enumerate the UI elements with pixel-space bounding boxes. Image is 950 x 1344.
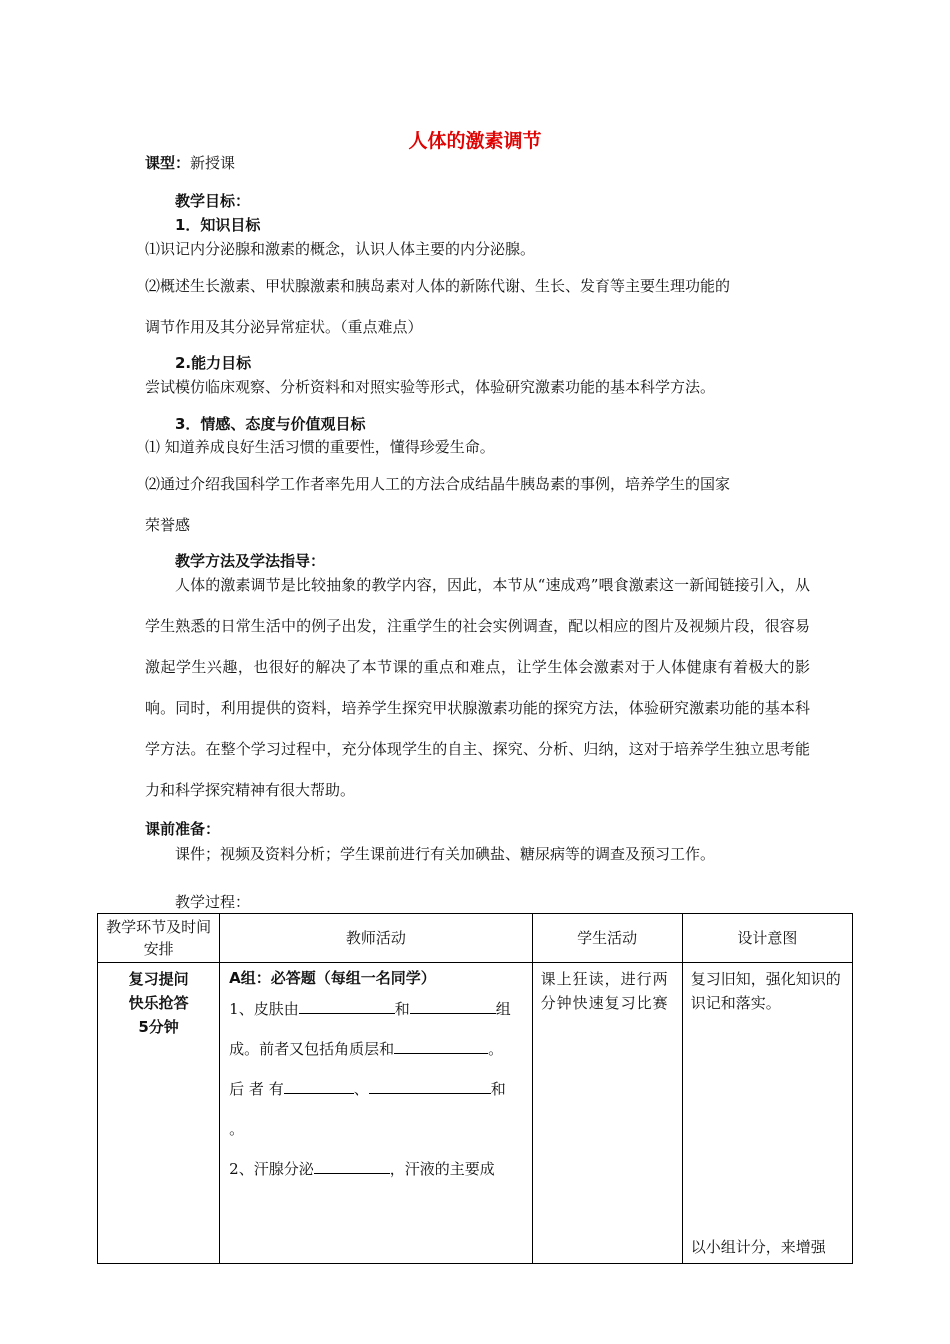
objectives-heading: 教学目标： xyxy=(175,192,251,210)
emotion-item-2: ⑵通过介绍我国科学工作者率先用人工的方法合成结晶牛胰岛素的事例，培养学生的国家 xyxy=(145,475,731,493)
course-type-value: 新授课 xyxy=(190,154,236,172)
process-table xyxy=(97,913,853,1264)
emotion-item-3: 荣誉感 xyxy=(145,516,191,534)
q1-text-d: 成。前者又包括角质层和 xyxy=(229,1040,395,1058)
q1-line-1 xyxy=(229,989,523,1029)
preparation-heading: 课前准备： xyxy=(145,820,221,838)
table-row xyxy=(98,963,853,1264)
methods-heading: 教学方法及学法指导： xyxy=(175,552,326,570)
knowledge-item-1: ⑴识记内分泌腺和激素的概念，认识人体主要的内分泌腺。 xyxy=(145,240,536,258)
emotion-item-1: ⑴ 知道养成良好生活习惯的重要性，懂得珍爱生命。 xyxy=(145,438,495,456)
methods-paragraph xyxy=(145,565,810,811)
knowledge-heading: 1．知识目标 xyxy=(175,216,261,234)
header-teacher: 教师活动 xyxy=(220,914,532,963)
stage-line-3: 5分钟 xyxy=(138,1018,179,1036)
q1-text-a: 1、皮肤由 xyxy=(229,1000,299,1018)
q2-text-a: 2、汗腺分泌 xyxy=(229,1160,314,1178)
process-caption: 教学过程： xyxy=(175,893,251,911)
q1-blank-3[interactable] xyxy=(394,1038,488,1054)
course-type xyxy=(145,152,235,173)
q1-blank-4[interactable] xyxy=(284,1078,354,1094)
design-cell xyxy=(682,963,852,1264)
q1-text-g: 、 xyxy=(353,1080,369,1098)
q1-line-3 xyxy=(229,1069,523,1109)
emotion-heading: 3．情感、态度与价值观目标 xyxy=(175,415,366,433)
ability-heading: 2.能力目标 xyxy=(175,354,252,372)
ability-item-1: 尝试模仿临床观察、分析资料和对照实验等形式，体验研究激素功能的基本科学方法。 xyxy=(145,378,716,396)
student-cell: 课上狂读，进行两分钟快速复习比赛 xyxy=(532,963,682,1264)
header-stage: 教学环节及时间安排 xyxy=(98,914,220,963)
q1-text-b: 和 xyxy=(394,1000,410,1018)
header-design: 设计意图 xyxy=(682,914,852,963)
methods-text: 人体的激素调节是比较抽象的教学内容，因此，本节从“速成鸡”喂食激素这一新闻链接引入，从学生熟悉的日常生活中的例子出发，注重学生的社会实例调查，配以相应的图片及视频片段，很容易激起学生兴趣，也很好的解决了本节课的重点和难点，让学生体会激素对于人体健康有着极大的影响。同时，利用提供的资料，培养学生探究甲状腺激素功能的探究方法，体验研究激素功能的基本科学方法。在整个学习过程中，充分体现学生的自主、探究、分析、归纳，这对于培养学生独立思考能力和科学探究精神有很大帮助。 xyxy=(145,576,810,799)
stage-line-2: 快乐抢答 xyxy=(128,994,189,1012)
q2-text-b: ，汗液的主要成 xyxy=(389,1160,495,1178)
q1-text-h: 和 xyxy=(490,1080,506,1098)
preparation-text: 课件；视频及资料分析；学生课前进行有关加碘盐、糖尿病等的调查及预习工作。 xyxy=(175,845,716,863)
q2-line-1 xyxy=(229,1149,523,1189)
q1-blank-5[interactable] xyxy=(369,1078,491,1094)
teacher-cell xyxy=(220,963,532,1264)
q1-text-e: 。 xyxy=(488,1040,504,1058)
q2-blank-1[interactable] xyxy=(314,1158,390,1174)
q1-text-c: 组 xyxy=(495,1000,511,1018)
q1-text-f: 后 者 有 xyxy=(229,1080,284,1098)
knowledge-item-2: ⑵概述生长激素、甲状腺激素和胰岛素对人体的新陈代谢、生长、发育等主要生理功能的 xyxy=(145,277,731,295)
stage-line-1: 复习提问 xyxy=(128,970,189,988)
q1-blank-1[interactable] xyxy=(299,998,395,1014)
header-student: 学生活动 xyxy=(532,914,682,963)
stage-cell xyxy=(98,963,220,1264)
q1-line-4: 。 xyxy=(229,1120,245,1138)
knowledge-item-3: 调节作用及其分泌异常症状。（重点难点） xyxy=(145,318,423,336)
page-title: 人体的激素调节 xyxy=(408,130,542,152)
course-type-label: 课型： xyxy=(145,154,191,172)
q1-blank-2[interactable] xyxy=(410,998,496,1014)
design-text-top: 复习旧知，强化知识的识记和落实。 xyxy=(690,970,841,1012)
design-text-bottom: 以小组计分，来增强 xyxy=(690,1238,826,1256)
teacher-group: A组：必答题（每组一名同学） xyxy=(229,969,436,987)
table-header-row xyxy=(98,914,853,963)
q1-line-2 xyxy=(229,1029,523,1069)
